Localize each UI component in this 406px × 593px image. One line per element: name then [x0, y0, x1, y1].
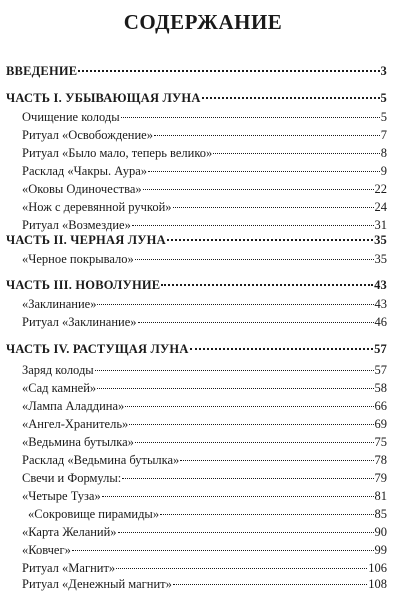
toc-entry — [28, 505, 387, 523]
toc-label: «Оковы Одиночества» — [22, 182, 142, 196]
leader-dots — [138, 322, 374, 323]
toc-entry — [22, 433, 387, 451]
toc-entry — [22, 575, 387, 593]
leader-dots — [72, 550, 374, 551]
toc-page-number: 35 — [374, 252, 387, 266]
toc-section-part-4 — [6, 340, 387, 358]
leader-dots — [78, 70, 379, 72]
leader-dots — [118, 532, 374, 533]
leader-dots — [160, 514, 373, 515]
toc-label: Ритуал «Магнит» — [22, 561, 116, 575]
leader-dots — [129, 424, 373, 425]
toc-label: «Ведьмина бутылка» — [22, 435, 134, 449]
toc-page-number: 69 — [374, 417, 387, 431]
toc-label: «Ковчег» — [22, 543, 71, 557]
toc-label: Расклад «Чакры. Аура» — [22, 164, 147, 178]
toc-label: Очищение колоды — [22, 110, 120, 124]
toc-page-number: 7 — [380, 128, 387, 142]
toc-entry — [22, 295, 387, 313]
toc-entry — [22, 415, 387, 433]
leader-dots — [190, 348, 374, 350]
toc-page-number: 3 — [380, 64, 387, 78]
toc-entry — [22, 361, 387, 379]
toc-entry — [22, 162, 387, 180]
toc-label: «Четыре Туза» — [22, 489, 101, 503]
toc-page-number: 5 — [380, 91, 387, 105]
toc-label: «Лампа Аладдина» — [22, 399, 125, 413]
toc-entry — [22, 541, 387, 559]
toc-label: «Ангел-Хранитель» — [22, 417, 129, 431]
toc-entry — [22, 250, 387, 268]
toc-entry — [22, 451, 387, 469]
toc-label: Ритуал «Заклинание» — [22, 315, 137, 329]
toc-page-number: 108 — [368, 577, 387, 591]
toc-label: ЧАСТЬ IV. РАСТУЩАЯ ЛУНА — [6, 342, 189, 356]
leader-dots — [180, 460, 373, 461]
leader-dots — [97, 304, 373, 305]
leader-dots — [213, 153, 379, 154]
page-title: СОДЕРЖАНИЕ — [123, 10, 283, 34]
toc-label: «Нож с деревянной ручкой» — [22, 200, 172, 214]
toc-label: «Карта Желаний» — [22, 525, 117, 539]
toc-page-number: 31 — [374, 218, 387, 232]
toc-page-number: 24 — [374, 200, 387, 214]
toc-page-number: 22 — [374, 182, 387, 196]
leader-dots — [143, 189, 374, 190]
toc-page-number: 43 — [374, 297, 387, 311]
toc-entry — [22, 313, 387, 331]
toc-entry — [22, 469, 387, 487]
leader-dots — [132, 225, 374, 226]
toc-page-number: 58 — [374, 381, 387, 395]
toc-entry — [22, 126, 387, 144]
toc-page-number: 5 — [380, 110, 387, 124]
leader-dots — [202, 97, 380, 99]
toc-section-part-3 — [6, 276, 387, 294]
toc-entry — [22, 487, 387, 505]
leader-dots — [154, 135, 380, 136]
toc-page-number: 106 — [368, 561, 387, 575]
toc-page-number: 57 — [374, 363, 387, 377]
toc-page-number: 78 — [374, 453, 387, 467]
leader-dots — [97, 388, 373, 389]
toc-page-number: 99 — [374, 543, 387, 557]
toc-label: Свечи и Формулы: — [22, 471, 122, 485]
toc-page-number: 35 — [374, 233, 387, 247]
toc-label: «Сокровище пирамиды» — [28, 507, 160, 521]
toc-label: ЧАСТЬ I. УБЫВАЮЩАЯ ЛУНА — [6, 91, 201, 105]
leader-dots — [122, 478, 373, 479]
toc-label: «Сад камней» — [22, 381, 97, 395]
leader-dots — [161, 284, 373, 286]
toc-section-part-2 — [6, 231, 387, 249]
toc-entry — [22, 144, 387, 162]
toc-page-number: 43 — [374, 278, 387, 292]
leader-dots — [125, 406, 373, 407]
toc-label: ЧАСТЬ III. НОВОЛУНИЕ — [6, 278, 161, 292]
toc-label: Ритуал «Освобождение» — [22, 128, 153, 142]
leader-dots — [173, 584, 367, 585]
toc-page-number: 75 — [374, 435, 387, 449]
leader-dots — [121, 117, 380, 118]
toc-label: ЧАСТЬ II. ЧЕРНАЯ ЛУНА — [6, 233, 166, 247]
leader-dots — [102, 496, 374, 497]
toc-entry — [22, 397, 387, 415]
toc-page-number: 66 — [374, 399, 387, 413]
toc-page-number: 90 — [374, 525, 387, 539]
leader-dots — [173, 207, 374, 208]
toc-label: Ритуал «Денежный магнит» — [22, 577, 172, 591]
toc-page-number: 9 — [380, 164, 387, 178]
leader-dots — [135, 259, 374, 260]
toc-page-number: 57 — [374, 342, 387, 356]
toc-page-number: 46 — [374, 315, 387, 329]
toc-label: «Черное покрывало» — [22, 252, 134, 266]
toc-label: Расклад «Ведьмина бутылка» — [22, 453, 180, 467]
toc-label: Заряд колоды — [22, 363, 94, 377]
toc-page-number: 79 — [374, 471, 387, 485]
toc-entry — [22, 108, 387, 126]
toc-label: Ритуал «Возмездие» — [22, 218, 131, 232]
toc-page-number: 8 — [380, 146, 387, 160]
toc-entry — [22, 180, 387, 198]
toc-entry — [22, 523, 387, 541]
leader-dots — [148, 171, 380, 172]
leader-dots — [95, 370, 374, 371]
toc-label: ВВЕДЕНИЕ — [6, 64, 78, 78]
toc-page-number: 81 — [374, 489, 387, 503]
toc-entry — [22, 198, 387, 216]
toc-page-number: 85 — [374, 507, 387, 521]
leader-dots — [116, 568, 367, 569]
toc-section-intro — [6, 62, 387, 80]
leader-dots — [167, 239, 373, 241]
toc-section-part-1 — [6, 89, 387, 107]
toc-label: Ритуал «Было мало, теперь велико» — [22, 146, 213, 160]
toc-label: «Заклинание» — [22, 297, 97, 311]
leader-dots — [135, 442, 374, 443]
toc-entry — [22, 379, 387, 397]
